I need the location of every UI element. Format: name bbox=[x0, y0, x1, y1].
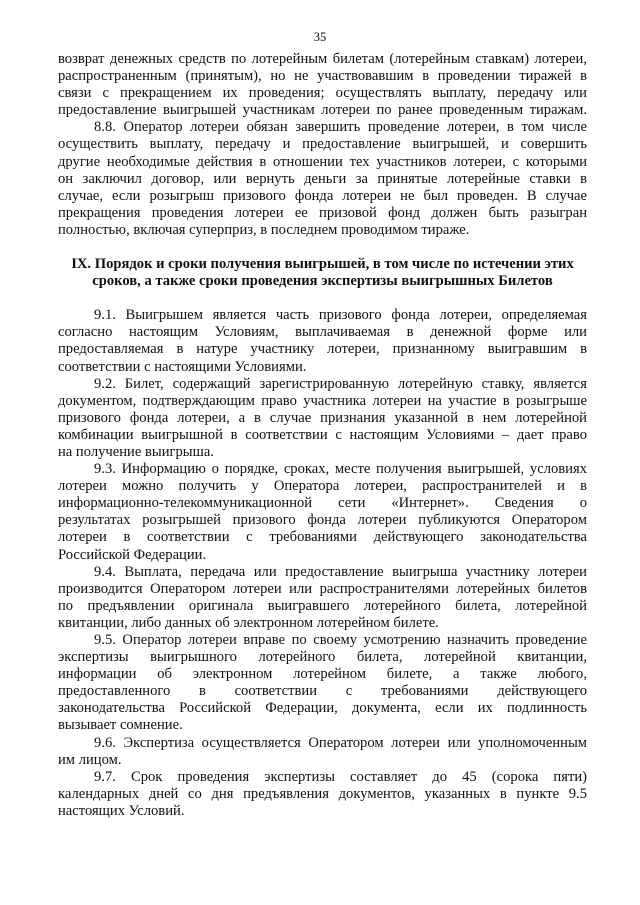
text-line: предоставление выигрышей участникам лотереи по ранее проведенным тиражам. bbox=[58, 102, 587, 119]
text-line: календарных дней со дня предъявления документов, указанных в пункте 9.5 bbox=[58, 785, 587, 802]
paragraph-continuation bbox=[58, 51, 587, 119]
text-line: информационно-телекоммуникационной сети «Интернет». Сведения о bbox=[58, 495, 587, 512]
text-line: другие необходимые действия в отношении тех участников лотереи, с которыми bbox=[58, 153, 587, 170]
text-line: настоящих Условий. bbox=[58, 802, 185, 819]
text-line: производится Оператором лотереи или распространителями лотерейных билетов bbox=[58, 580, 587, 597]
text-line: информации об электронном лотерейном билете, а также любого, bbox=[58, 666, 587, 683]
paragraph-9-4 bbox=[58, 564, 587, 632]
text-line: квитанции, либо данных об электронном лотерейном билете. bbox=[58, 614, 439, 631]
text-line: возврат денежных средств по лотерейным билетам (лотерейным ставкам) лотереи, bbox=[58, 51, 587, 67]
text-line: экспертизы выигрышного лотерейного билета, лотерейной квитанции, bbox=[58, 649, 587, 666]
text-line: случае, если розыгрыш призового фонда лотереи не был проведен. В случае bbox=[58, 187, 587, 204]
text-line: полностью, включая суперприз, в последнем проводимом тираже. bbox=[58, 221, 470, 238]
text-line: вызывает сомнение. bbox=[58, 717, 183, 734]
text-line: он заключил договор, или вернуть деньги за принятые лотерейные ставки в bbox=[58, 170, 587, 187]
text-line: 9.5. Оператор лотереи вправе по своему усмотрению назначить проведение bbox=[94, 632, 587, 648]
text-line: комбинации выигрышной в соответствии с настоящим Условиями – дает право bbox=[58, 426, 587, 443]
text-line: 9.3. Информацию о порядке, сроках, месте получения выигрышей, условиях bbox=[94, 461, 587, 478]
text-line: 9.1. Выигрышем является часть призового фонда лотереи, определяемая bbox=[94, 307, 587, 324]
document-body bbox=[58, 51, 587, 820]
paragraph-9-7 bbox=[58, 769, 587, 820]
heading-line: сроков, а также сроки проведения экспертизы выигрышных Билетов bbox=[92, 273, 553, 290]
paragraph-9-5 bbox=[58, 632, 587, 735]
text-line: предоставленного в соответствии с требованиями действующего bbox=[58, 683, 587, 700]
text-line: соответствии с настоящими Условиями. bbox=[58, 358, 307, 375]
text-line: 8.8. Оператор лотереи обязан завершить проведение лотереи, в том числе bbox=[94, 119, 587, 136]
text-line: осуществить выплату, передачу и предоставление выигрышей, и совершить bbox=[58, 136, 587, 153]
text-line: связи с прекращением их проведения; осуществлять выплату, передачу или bbox=[58, 85, 587, 102]
text-line: распространенным (принятым), но не участвовавшим в проведении тиражей в bbox=[58, 68, 587, 85]
text-line: результатах розыгрышей призового фонда лотереи публикуются Оператором bbox=[58, 512, 587, 529]
paragraph-9-3 bbox=[58, 461, 587, 564]
paragraph-8-8 bbox=[58, 119, 587, 239]
text-line: согласно настоящим Условиям, выплачиваемая в денежной форме или bbox=[58, 324, 587, 341]
text-line: 9.7. Срок проведения экспертизы составляет до 45 (сорока пяти) bbox=[94, 768, 587, 785]
text-line: призового фонда лотереи, а в случае признания указанной в нем лотерейной bbox=[58, 409, 587, 426]
text-line: прекращения проведения лотереи ее призовой фонд должен быть разыгран bbox=[58, 204, 587, 221]
text-line: 9.2. Билет, содержащий зарегистрированную лотерейную ставку, является bbox=[94, 375, 587, 392]
paragraph-9-2 bbox=[58, 376, 587, 461]
text-line: на получение выигрыша. bbox=[58, 443, 214, 460]
text-line: им лицом. bbox=[58, 751, 122, 768]
text-line: предоставляемая в натуре участнику лотереи, признанному выигравшим в bbox=[58, 341, 587, 358]
paragraph-9-6 bbox=[58, 735, 587, 769]
section-heading bbox=[58, 256, 587, 290]
page-number: 35 bbox=[313, 30, 327, 44]
text-line: лотереи в соответствии с требованиями действующего законодательства bbox=[58, 529, 587, 546]
text-line: Российской Федерации. bbox=[58, 546, 207, 563]
text-line: документом, подтверждающим право участника лотереи на участие в розыгрыше bbox=[58, 392, 587, 409]
text-line: по предъявлении оригинала выигравшего лотерейного билета, лотерейной bbox=[58, 597, 587, 614]
paragraph-9-1 bbox=[58, 307, 587, 375]
text-line: 9.6. Экспертиза осуществляется Оператором лотереи или уполномоченным bbox=[94, 734, 587, 751]
text-line: лотереи можно получить у Оператора лотереи, распространителей и в bbox=[58, 478, 587, 495]
text-line: законодательства Российской Федерации, документа, если их подлинность bbox=[58, 700, 587, 717]
heading-line: IX. Порядок и сроки получения выигрышей, в том числе по истечении этих bbox=[71, 256, 574, 273]
text-line: 9.4. Выплата, передача или предоставление выигрыша участнику лотереи bbox=[94, 563, 587, 580]
